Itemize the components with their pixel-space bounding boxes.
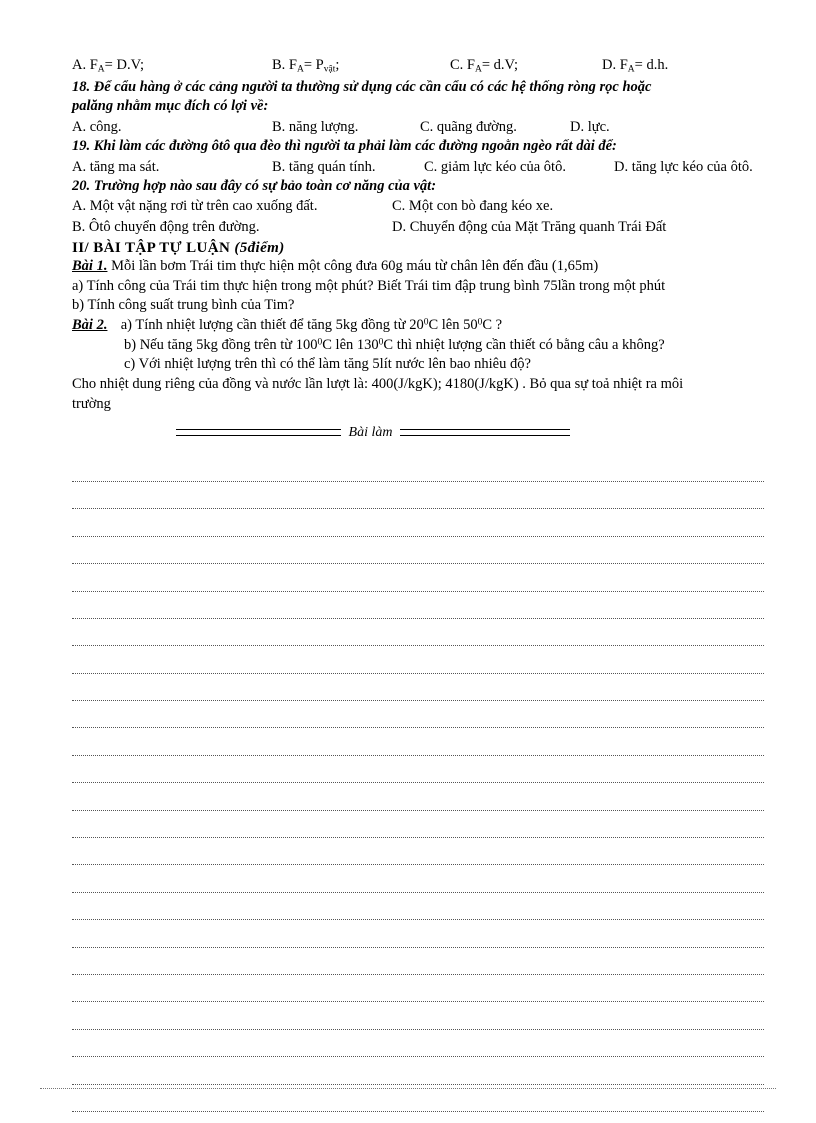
question-20-line1: Trường hợp nào sau đây có sự bảo toàn cơ năng của vật: bbox=[93, 177, 437, 194]
bai1-intro: Mỗi lần bơm Trái tim thực hiện một công đưa 60g máu từ chân lên đến đầu (1,65m) bbox=[111, 257, 599, 274]
bai2-part-a: a) Tính nhiệt lượng cần thiết để tăng 5kg đồng từ 20 bbox=[120, 316, 424, 333]
bai1-block bbox=[72, 257, 764, 277]
answer-line[interactable] bbox=[72, 756, 764, 783]
bai2-note-line2: trường bbox=[72, 395, 111, 412]
q20-option-b: B. Ôtô chuyển động trên đường. bbox=[72, 218, 260, 235]
balam-label: Bài làm bbox=[348, 424, 393, 440]
answer-line[interactable] bbox=[72, 865, 764, 892]
q20-option-d: D. Chuyển động của Mặt Trăng quanh Trái Đất bbox=[392, 218, 667, 235]
answer-line[interactable] bbox=[72, 783, 764, 810]
answer-line[interactable] bbox=[72, 1002, 764, 1029]
answer-line[interactable] bbox=[72, 1030, 764, 1057]
question-19-text bbox=[72, 137, 764, 156]
bai2-a-end: C ? bbox=[482, 316, 503, 333]
bai2-b-mid: C lên 130 bbox=[322, 336, 379, 353]
answer-area[interactable] bbox=[72, 455, 764, 1112]
bai2-label: Bài 2. bbox=[72, 316, 108, 333]
bai1-part-b: b) Tính công suất trung bình của Tim? bbox=[72, 297, 295, 314]
answer-line[interactable] bbox=[72, 674, 764, 701]
answers-row-20-top bbox=[72, 196, 764, 216]
option-b: B. $F_A= P_{vật}$; bbox=[272, 57, 340, 75]
question-20-number: 20. bbox=[72, 177, 91, 194]
answer-line[interactable] bbox=[72, 646, 764, 673]
q20-option-a: A. Một vật nặng rơi từ trên cao xuống đất. bbox=[72, 198, 318, 215]
bai2-part-c: c) Với nhiệt lượng trên thì có thể làm tăng 5lít nước lên bao nhiêu độ? bbox=[124, 356, 531, 373]
bai2-b-text: b) Nếu tăng 5kg đồng trên từ 100 bbox=[124, 336, 318, 353]
answer-line[interactable] bbox=[72, 455, 764, 482]
q20-option-c: C. Một con bò đang kéo xe. bbox=[392, 198, 554, 215]
balam-rule-right bbox=[400, 429, 570, 436]
question-19-line1: Khi làm các đường ôtô qua đèo thì người ta phải làm các đường ngoằn ngèo rất dài để: bbox=[93, 138, 617, 155]
q19-option-a: A. tăng ma sát. bbox=[72, 158, 160, 175]
answer-line[interactable] bbox=[72, 948, 764, 975]
option-c: C. $F_A= d.V$; bbox=[450, 57, 518, 75]
option-b-sub: A bbox=[297, 64, 304, 75]
answer-line[interactable] bbox=[72, 838, 764, 865]
option-d-sub: A bbox=[627, 64, 635, 75]
answer-line[interactable] bbox=[72, 1057, 764, 1084]
q19-option-b: B. tăng quán tính. bbox=[272, 158, 376, 175]
q18-option-c: C. quãng đường. bbox=[420, 118, 517, 135]
answer-line[interactable] bbox=[72, 728, 764, 755]
question-18-number: 18. bbox=[72, 78, 91, 95]
answers-row-18 bbox=[72, 117, 764, 137]
q19-option-d: D. tăng lực kéo của ôtô. bbox=[614, 158, 753, 175]
bai2-block bbox=[72, 316, 764, 336]
question-18-line1: Để cẩu hàng ở các cảng người ta thường sử dụng các cần cẩu có các hệ thống ròng rọc hoặc bbox=[93, 78, 652, 95]
bai2-part-b bbox=[72, 336, 764, 356]
bai2-b-sup1: 0 bbox=[317, 337, 323, 348]
balam-rule-left bbox=[176, 429, 341, 436]
answer-line[interactable] bbox=[72, 701, 764, 728]
answer-line[interactable] bbox=[72, 920, 764, 947]
answer-line[interactable] bbox=[72, 811, 764, 838]
option-d: D. $F_A= d.h$. bbox=[602, 57, 669, 75]
question-20-text bbox=[72, 177, 764, 196]
bai2-note-line1: Cho nhiệt dung riêng của đồng và nước lần lượt là: 400(J/kgK); 4180(J/kgK) . Bỏ qua sự toả nhiệt ra môi bbox=[72, 376, 684, 393]
bai2-a-mid: C lên 50 bbox=[428, 316, 478, 333]
footer-divider bbox=[40, 1088, 776, 1089]
answers-row-20-bottom bbox=[72, 217, 764, 237]
answers-row-19 bbox=[72, 157, 764, 177]
answer-line[interactable] bbox=[72, 592, 764, 619]
answer-line[interactable] bbox=[72, 509, 764, 536]
answer-line[interactable] bbox=[72, 619, 764, 646]
balam-separator bbox=[72, 425, 764, 441]
question-18-text bbox=[72, 78, 764, 97]
answer-line[interactable] bbox=[72, 482, 764, 509]
bai2-a-sup1: 0 bbox=[423, 317, 429, 328]
bai2-b-sup2: 0 bbox=[378, 337, 384, 348]
answer-line[interactable] bbox=[72, 893, 764, 920]
option-a: A. $F_A= D.V$; bbox=[72, 57, 144, 75]
question-19-number: 19. bbox=[72, 138, 91, 155]
q19-option-c: C. giảm lực kéo của ôtô. bbox=[424, 158, 566, 175]
option-c-sub: A bbox=[475, 64, 482, 75]
section-score: (5điểm) bbox=[234, 239, 285, 256]
answer-line[interactable] bbox=[72, 564, 764, 591]
question-18-line2: palăng nhằm mục đích có lợi về: bbox=[72, 98, 269, 115]
q18-option-d: D. lực. bbox=[570, 118, 610, 135]
section-title-essay bbox=[72, 240, 764, 257]
option-b-sub2: vật bbox=[323, 64, 336, 75]
answers-row-17 bbox=[72, 55, 764, 77]
bai1-label: Bài 1. bbox=[72, 257, 108, 274]
q18-option-a: A. công. bbox=[72, 118, 122, 135]
bai2-a-sup2: 0 bbox=[477, 317, 483, 328]
answer-line[interactable] bbox=[72, 537, 764, 564]
option-a-sub: A bbox=[97, 64, 105, 75]
section-title-text: II/ BÀI TẬP TỰ LUẬN bbox=[72, 239, 231, 256]
bai2-b-end: C thì nhiệt lượng cần thiết có bằng câu a không? bbox=[383, 336, 665, 353]
bai1-part-a: a) Tính công của Trái tim thực hiện trong một phút? Biết Trái tim đập trung bình 75lần trong một phút bbox=[72, 277, 666, 294]
answer-line[interactable] bbox=[72, 975, 764, 1002]
q18-option-b: B. năng lượng. bbox=[272, 118, 359, 135]
